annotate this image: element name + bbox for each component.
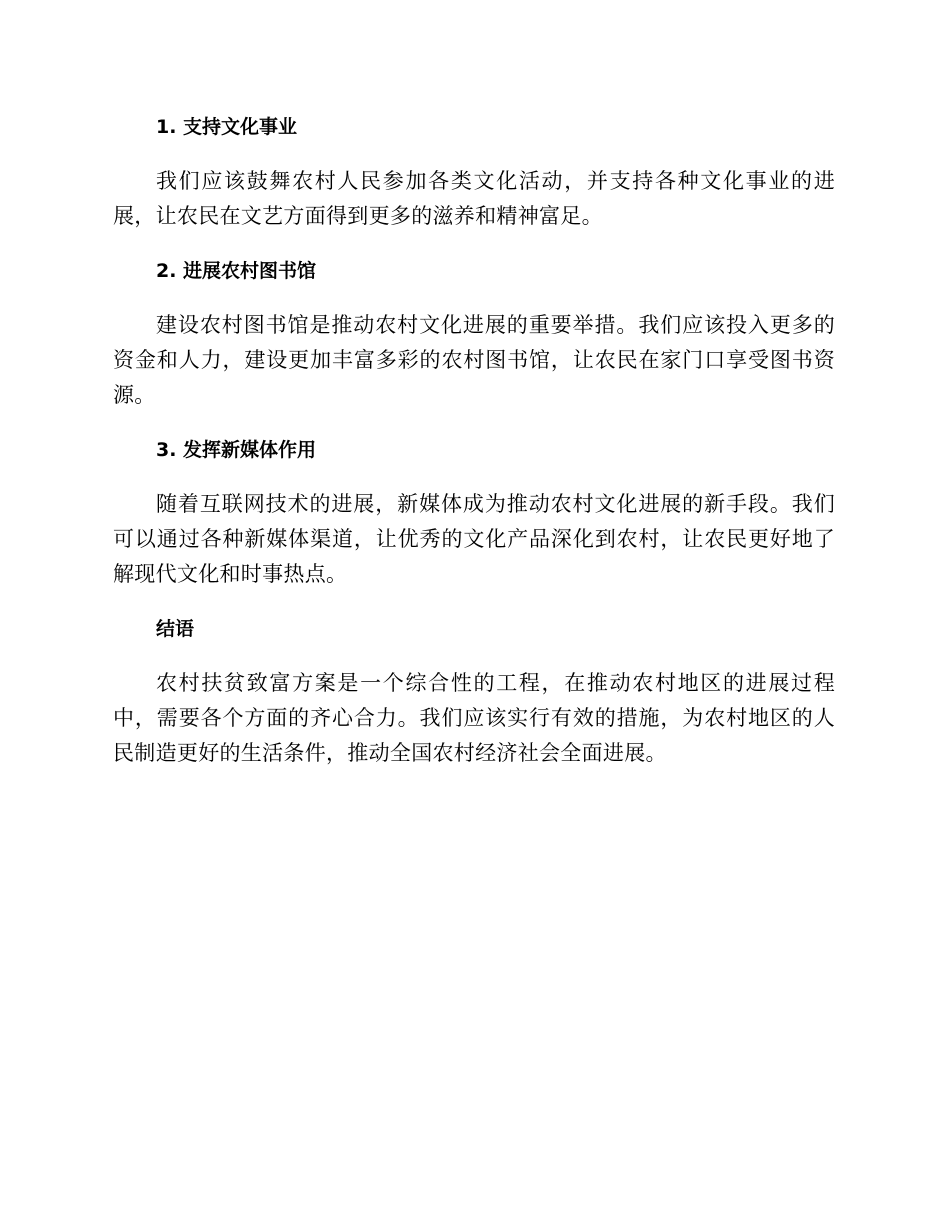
document-body [113,110,835,791]
section-paragraph-support-culture: 我们应该鼓舞农村人民参加各类文化活动，并支持各种文化事业的进展，让农民在文艺方面得到更多的滋养和精神富足。 [113,169,835,228]
section-heading-new-media: 3. 发挥新媒体作用 [156,439,317,461]
section-paragraph-conclusion: 农村扶贫致富方案是一个综合性的工程，在推动农村地区的进展过程中，需要各个方面的齐心合力。我们应该实行有效的措施，为农村地区的人民制造更好的生活条件，推动全国农村经济社会全面进展。 [113,671,835,765]
section-paragraph-rural-library: 建设农村图书馆是推动农村文化进展的重要举措。我们应该投入更多的资金和人力，建设更加丰富多彩的农村图书馆，让农民在家门口享受图书资源。 [113,313,835,407]
section-heading-conclusion: 结语 [156,618,195,640]
section-heading-support-culture: 1. 支持文化事业 [156,116,298,138]
section-paragraph-new-media: 随着互联网技术的进展，新媒体成为推动农村文化进展的新手段。我们可以通过各种新媒体渠道，让优秀的文化产品深化到农村，让农民更好地了解现代文化和时事热点。 [113,492,835,586]
section-heading-rural-library: 2. 进展农村图书馆 [156,260,317,282]
